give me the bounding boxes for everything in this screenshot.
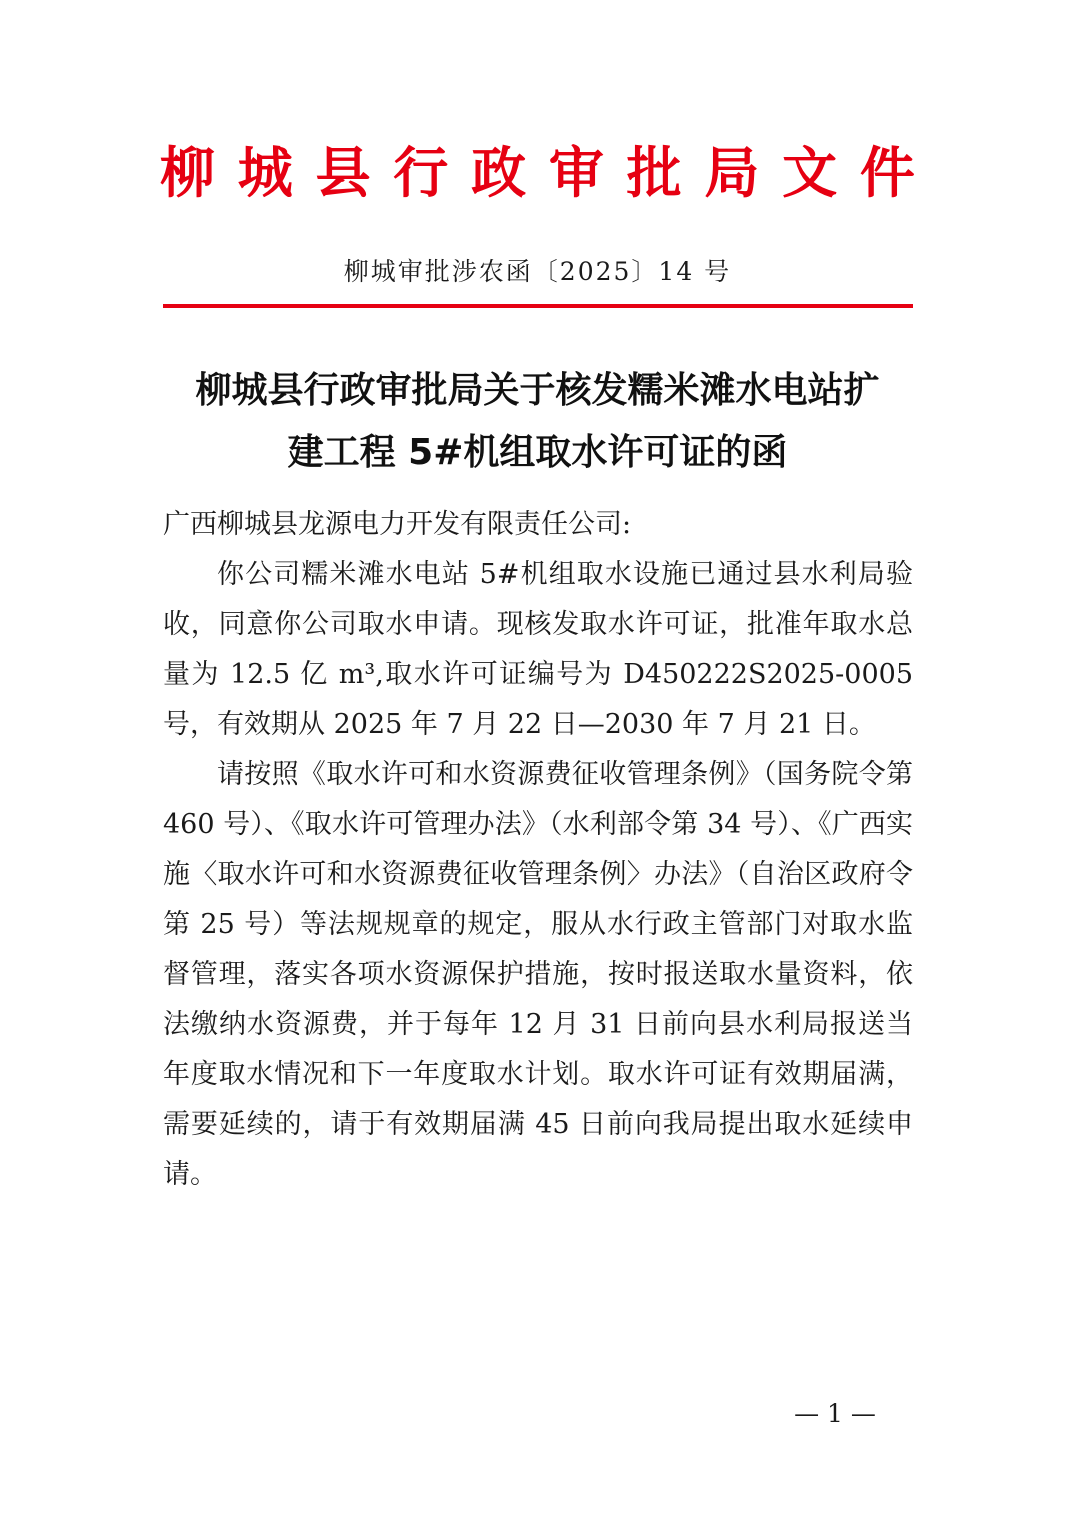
red-divider-line: [163, 304, 913, 308]
title-line-1: 柳城县行政审批局关于核发糯米滩水电站扩: [195, 370, 880, 411]
document-number: 柳城审批涉农函〔2025〕14 号: [343, 257, 732, 286]
masthead-char: 审: [548, 141, 604, 205]
body-paragraph-1: 你公司糯米滩水电站 5#机组取水设施已通过县水利局验收，同意你公司取水申请。现核发取水许可证，批准年取水总量为 12.5 亿 m³,取水许可证编号为 D450222S2025-0005号，有效期从 2025 年 7 月 22 日—2030 年 7 月 21 日。: [163, 559, 913, 740]
masthead-char: 城: [237, 141, 293, 205]
page-number: — 1 —: [794, 1399, 876, 1428]
title-line-2: 建工程 5#机组取水许可证的函: [287, 432, 788, 473]
masthead-char: 柳: [160, 141, 216, 205]
masthead-title: [160, 138, 915, 208]
salutation: 广西柳城县龙源电力开发有限责任公司:: [163, 509, 632, 540]
document-title: [160, 360, 915, 484]
masthead-char: 县: [315, 141, 371, 205]
masthead-char: 批: [626, 141, 682, 205]
masthead-char: 政: [471, 141, 527, 205]
masthead-char: 局: [704, 141, 760, 205]
document-body: [163, 500, 913, 1200]
masthead-char: 文: [782, 141, 838, 205]
masthead-char: 行: [393, 141, 449, 205]
masthead-char: 件: [859, 141, 915, 205]
body-paragraph-2: 请按照《取水许可和水资源费征收管理条例》（国务院令第 460 号）、《取水许可管理办法》（水利部令第 34 号）、《广西实施〈取水许可和水资源费征收管理条例〉办法》（自治区政府令第 25 号）等法规规章的规定，服从水行政主管部门对取水监督管理，落实各项水资源保护措施，按时报送取水量资料，依法缴纳水资源费，并于每年 12 月 31 日前向县水利局报送当年度取水情况和下一年度取水计划。取水许可证有效期届满，需要延续的，请于有效期届满 45 日前向我局提出取水延续申请。: [163, 759, 913, 1190]
